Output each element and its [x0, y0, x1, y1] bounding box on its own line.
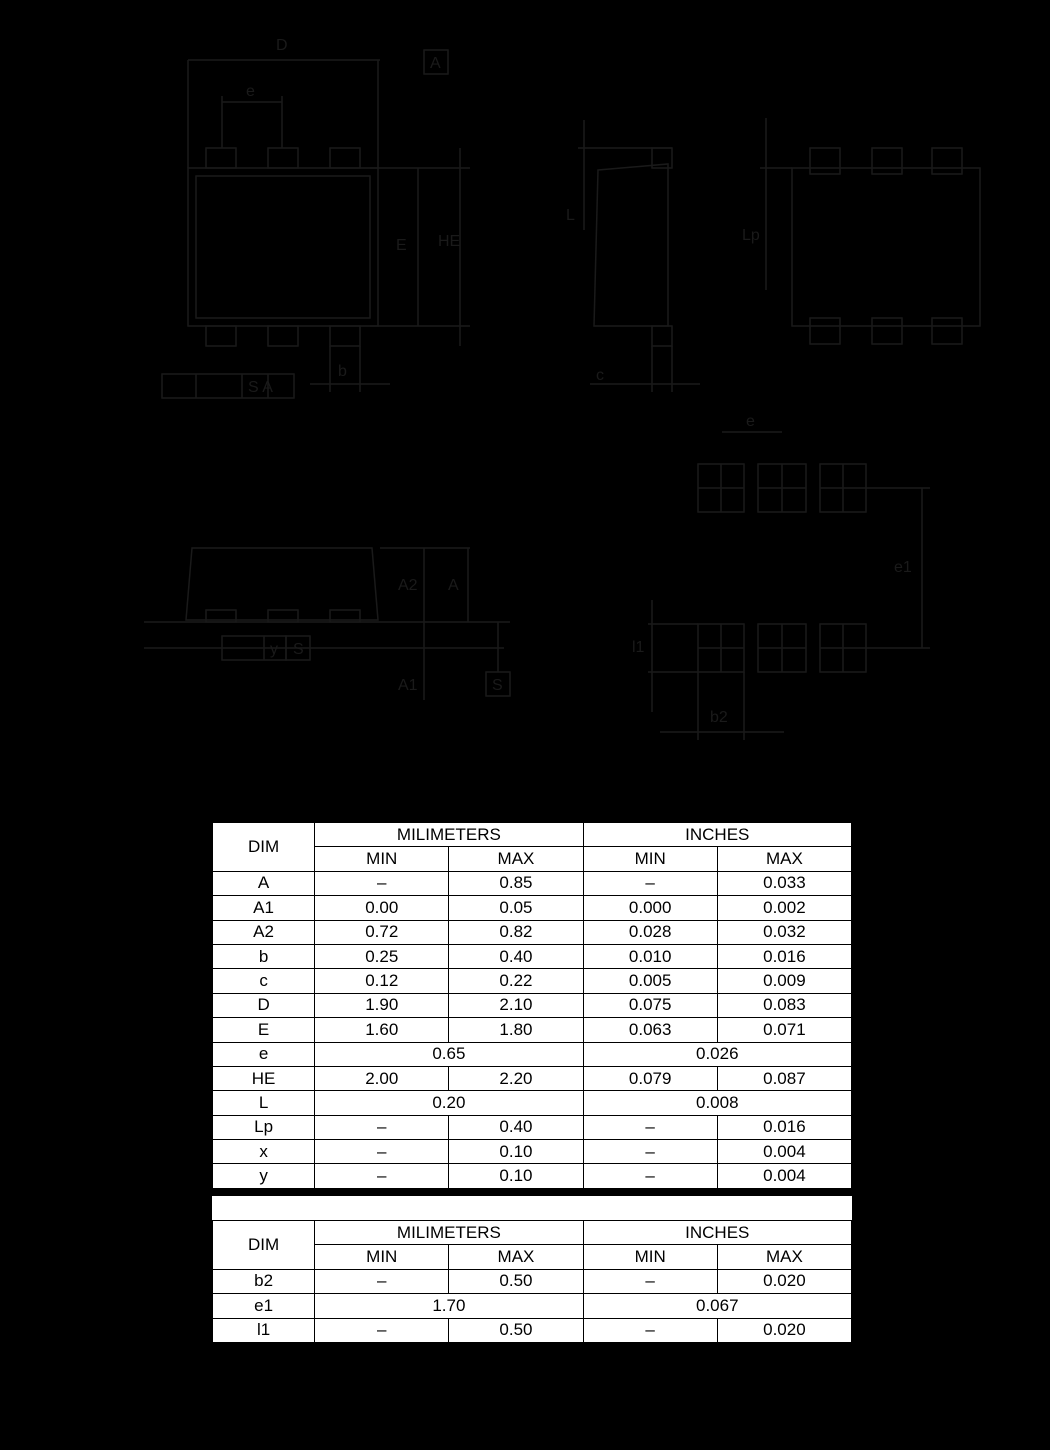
table-cell: b2: [213, 1269, 315, 1293]
dimensions-table: [212, 822, 852, 1189]
label-y: y: [270, 641, 278, 658]
table-cell: 0.083: [717, 993, 851, 1017]
mm-header: MILIMETERS: [315, 1221, 583, 1245]
label-A2: A2: [398, 577, 418, 594]
table-row: [213, 1269, 852, 1293]
table-row: [213, 1066, 852, 1090]
label-S-ref: S: [293, 641, 304, 658]
table-cell: 0.016: [717, 1115, 851, 1139]
dimensions-table-body: [213, 871, 852, 1188]
label-A1: A1: [398, 677, 418, 694]
table-cell: –: [583, 1164, 717, 1188]
table-cell: 0.72: [315, 920, 449, 944]
table-cell: 0.075: [583, 993, 717, 1017]
table-cell: –: [315, 871, 449, 895]
table-cell: 0.05: [449, 896, 583, 920]
table-cell: HE: [213, 1066, 315, 1090]
table-cell: 0.079: [583, 1066, 717, 1090]
top-view-body: [188, 168, 378, 326]
table-cell: –: [583, 1269, 717, 1293]
table-row: [213, 1164, 852, 1188]
label-l1: l1: [632, 639, 645, 656]
mm-max-header: MAX: [449, 1245, 583, 1269]
table-row: [213, 993, 852, 1017]
table-cell: 0.40: [449, 944, 583, 968]
table-cell: 1.80: [449, 1018, 583, 1042]
table-cell: A2: [213, 920, 315, 944]
table-row: [213, 1018, 852, 1042]
table-row: [213, 896, 852, 920]
table-cell: –: [315, 1115, 449, 1139]
table-cell: 0.20: [315, 1091, 583, 1115]
table-cell: –: [583, 1115, 717, 1139]
in-min-header: MIN: [583, 1245, 717, 1269]
table-row: [213, 944, 852, 968]
dim-header: DIM: [213, 1221, 315, 1270]
mm-min-header: MIN: [315, 847, 449, 871]
table-cell: b: [213, 944, 315, 968]
label-S: S: [492, 677, 503, 694]
table-cell: 0.087: [717, 1066, 851, 1090]
label-A-ref: A: [430, 55, 441, 72]
table-cell: A1: [213, 896, 315, 920]
table-cell: L: [213, 1091, 315, 1115]
table-cell: 0.005: [583, 969, 717, 993]
table-cell: 0.008: [583, 1091, 851, 1115]
table-cell: 0.028: [583, 920, 717, 944]
footprint-table-body: [213, 1269, 852, 1342]
table-cell: –: [583, 871, 717, 895]
table-cell: 0.071: [717, 1018, 851, 1042]
table-cell: Lp: [213, 1115, 315, 1139]
table-cell: –: [315, 1164, 449, 1188]
table-cell: 0.026: [583, 1042, 851, 1066]
table-row: [213, 1115, 852, 1139]
table-cell: –: [583, 1318, 717, 1342]
label-e1: e1: [894, 559, 912, 576]
table-cell: 0.020: [717, 1318, 851, 1342]
table-cell: 0.016: [717, 944, 851, 968]
table-row: [213, 969, 852, 993]
table-cell: –: [583, 1140, 717, 1164]
table-cell: 0.033: [717, 871, 851, 895]
table-cell: 2.20: [449, 1066, 583, 1090]
table-cell: E: [213, 1018, 315, 1042]
table-row: [213, 1318, 852, 1342]
label-tol-ref: S A: [248, 379, 273, 396]
table-cell: D: [213, 993, 315, 1017]
mm-max-header: MAX: [449, 847, 583, 871]
table-row: [213, 1294, 852, 1318]
table-cell: 0.002: [717, 896, 851, 920]
mm-min-header: MIN: [315, 1245, 449, 1269]
in-max-header: MAX: [717, 847, 851, 871]
table-cell: c: [213, 969, 315, 993]
label-HE: HE: [438, 233, 461, 250]
label-b: b: [338, 363, 347, 380]
dim-header: DIM: [213, 823, 315, 872]
table-cell: 0.032: [717, 920, 851, 944]
label-e: e: [246, 83, 255, 100]
table-cell: 0.65: [315, 1042, 583, 1066]
table-cell: 0.50: [449, 1269, 583, 1293]
table-row: [213, 1091, 852, 1115]
mm-header: MILIMETERS: [315, 823, 583, 847]
in-min-header: MIN: [583, 847, 717, 871]
footprint-table: [212, 1220, 852, 1343]
table-cell: 0.85: [449, 871, 583, 895]
table-cell: 0.00: [315, 896, 449, 920]
inch-header: INCHES: [583, 823, 851, 847]
table-cell: 0.40: [449, 1115, 583, 1139]
table-cell: y: [213, 1164, 315, 1188]
table-cell: 2.10: [449, 993, 583, 1017]
table-cell: 0.009: [717, 969, 851, 993]
label-c: c: [596, 367, 604, 384]
table-cell: 2.00: [315, 1066, 449, 1090]
label-E: E: [396, 237, 407, 254]
table-cell: A: [213, 871, 315, 895]
table-cell: 0.067: [583, 1294, 851, 1318]
table-cell: 0.10: [449, 1140, 583, 1164]
table-cell: 0.020: [717, 1269, 851, 1293]
table-cell: 0.10: [449, 1164, 583, 1188]
label-b2: b2: [710, 709, 728, 726]
table-cell: –: [315, 1269, 449, 1293]
in-max-header: MAX: [717, 1245, 851, 1269]
table-cell: 0.004: [717, 1140, 851, 1164]
label-D: D: [276, 37, 288, 54]
table-row: [213, 1140, 852, 1164]
table-cell: 0.25: [315, 944, 449, 968]
table-cell: 0.82: [449, 920, 583, 944]
table-cell: 0.004: [717, 1164, 851, 1188]
table-cell: 0.063: [583, 1018, 717, 1042]
table-cell: –: [315, 1140, 449, 1164]
inch-header: INCHES: [583, 1221, 851, 1245]
table-cell: 0.000: [583, 896, 717, 920]
label-e-pad: e: [746, 413, 755, 430]
table-separator: [212, 1196, 852, 1220]
label-L: L: [566, 207, 575, 224]
table-cell: 1.90: [315, 993, 449, 1017]
label-A: A: [448, 577, 459, 594]
table-cell: l1: [213, 1318, 315, 1342]
table-cell: 1.60: [315, 1018, 449, 1042]
table-cell: 1.70: [315, 1294, 583, 1318]
table-cell: x: [213, 1140, 315, 1164]
table-row: [213, 1042, 852, 1066]
table-row: [213, 920, 852, 944]
table-cell: 0.22: [449, 969, 583, 993]
table-row: [213, 871, 852, 895]
table-cell: 0.010: [583, 944, 717, 968]
table-cell: –: [315, 1318, 449, 1342]
table-cell: 0.50: [449, 1318, 583, 1342]
label-Lp: Lp: [742, 227, 760, 244]
table-cell: e1: [213, 1294, 315, 1318]
table-cell: 0.12: [315, 969, 449, 993]
table-cell: e: [213, 1042, 315, 1066]
